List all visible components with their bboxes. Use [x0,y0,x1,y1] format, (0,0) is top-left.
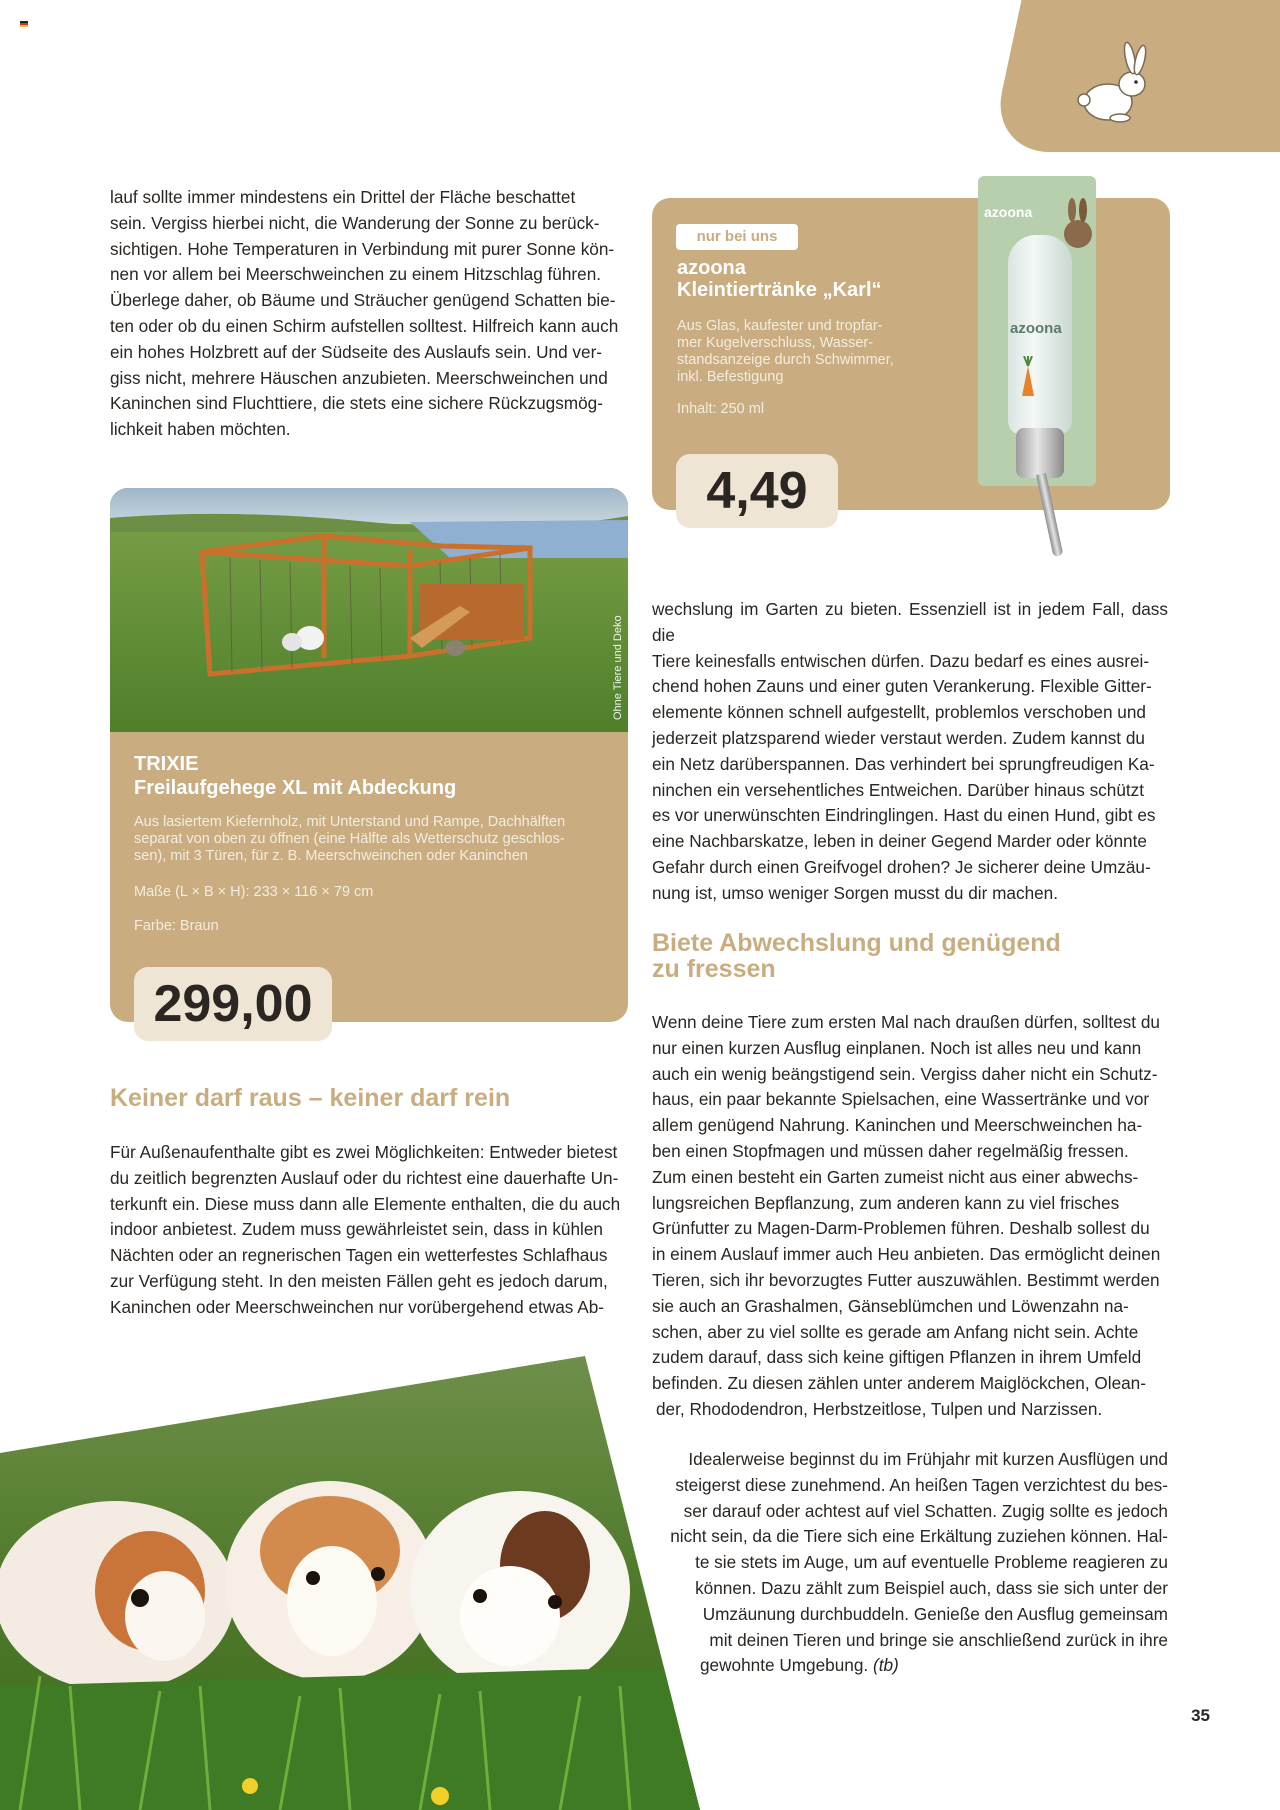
language-flag-icon [20,21,28,27]
page-number: 35 [1191,1706,1210,1725]
text-line: ben einen Stopfmagen und müssen daher regelmäßig fressen. [652,1140,1129,1161]
product-karl-description [677,318,937,386]
text-line: Für Außenaufenthalte gibt es zwei Möglichkeiten: Entweder bietest [110,1142,618,1162]
food-paragraph [652,1010,1168,1423]
product-trixie-brand: TRIXIE [134,753,199,775]
text-line: Zum einen besteht ein Garten zumeist nicht aus einer abwechs- [652,1166,1139,1187]
text-line: giss nicht, mehrere Häuschen anzubieten. Meerschweinchen und [110,367,608,388]
text-line: ser darauf oder achtest auf viel Schatten. Zugig sollte es jedoch [683,1500,1168,1521]
text-line [640,1653,1168,1679]
exclusive-badge: nur bei uns [676,224,798,250]
text-line: lungsreichen Bepflanzung, zum anderen kann zu viel frisches [652,1192,1120,1213]
text-line: sie auch an Grashalmen, Gänseblümchen und Löwenzahn na- [652,1295,1129,1316]
description-line: inkl. Befestigung [677,369,784,385]
product-trixie-price: 299,00 [134,967,332,1041]
text-line: sichtigen. Hohe Temperaturen in Verbindung mit purer Sonne kön- [110,238,615,259]
text-line: nen vor allem bei Meerschweinchen zu einem Hitzschlag führen. [110,264,602,285]
product-trixie-dimensions: Maße (L × B × H): 233 × 116 × 79 cm [134,884,374,900]
product-karl-price: 4,49 [676,454,838,528]
bottle-cap-image [1016,428,1064,478]
text-line: Gefahr durch einen Greifvogel drohen? Je sicherer deine Umzäu- [652,856,1151,877]
product-karl-content: Inhalt: 250 ml [677,401,765,417]
section-heading-food [652,930,1168,982]
text-line: können. Dazu zählt zum Beispiel auch, dass sie sich unter der [695,1577,1168,1598]
text-line: Kaninchen oder Meerschweinchen nur vorübergehend etwas Ab- [110,1296,604,1317]
text-line: Grünfutter zu Magen-Darm-Problemen führen. Deshalb sollest du [652,1218,1150,1239]
bottle-brand-label: azoona [1010,320,1062,337]
text-line: Umzäunung durchbuddeln. Genieße den Ausflug gemeinsam [702,1603,1168,1624]
guinea-pigs-photo [0,1356,700,1810]
text-line: zudem darauf, dass sich keine giftigen Pflanzen in ihrem Umfeld [652,1347,1142,1368]
section-heading-escape: Keiner darf raus – keiner darf rein [110,1084,511,1112]
text-line: ein hohes Holzbrett auf der Südseite des Auslaufs sein. Und ver- [110,341,603,362]
photo-credit: Ohne Tiere und Deko [612,615,624,720]
text-line: indoor anbietest. Zudem muss gewährleistet sein, dass in kühlen [110,1219,603,1240]
text-line: ein Netz darüberspannen. Das verhindert bei sprungfreudigen Ka- [652,753,1155,774]
text-line: in einem Auslauf immer auch Heu anbieten. Das ermöglicht deinen [652,1244,1161,1265]
text-line: ninchen ein versehentliches Entweichen. Darüber hinaus schützt [652,779,1145,800]
closing-paragraph [640,1447,1168,1679]
closing-last-line: gewohnte Umgebung. [700,1655,869,1676]
text-line: lichkeit haben möchten. [110,419,291,440]
heading-line: zu fressen [652,955,776,983]
text-line: terkunft ein. Diese muss dann alle Elemente enthalten, die du auch [110,1193,621,1214]
text-line: wechslung im Garten zu bieten. Essenziell ist in jedem Fall, dass die [652,599,1168,645]
text-line: Tieren, sich ihr bevorzugtes Futter auszuwählen. Bestimmt werden [652,1269,1160,1290]
carrot-float-icon [1018,356,1038,400]
product-karl-brand: azoona [677,257,746,279]
text-line: mit deinen Tieren und bringe sie anschließend zurück in ihre [709,1629,1168,1650]
text-line: Überlege daher, ob Bäume und Sträucher genügend Schatten bie- [110,290,616,311]
description-line: Aus Glas, kaufester und tropfar- [677,318,883,334]
text-line: nicht sein, da die Tiere sich eine Erkältung zuziehen können. Hal- [670,1526,1168,1547]
description-line: Aus lasiertem Kiefernholz, mit Unterstand und Rampe, Dachhälften [134,814,566,830]
description-line: mer Kugelverschluss, Wasser- [677,335,874,351]
text-line: jederzeit platzsparend wieder verstaut werden. Zudem kannst du [652,727,1145,748]
text-line: du zeitlich begrenzten Auslauf oder du richtest eine dauerhafte Un- [110,1167,619,1188]
product-karl-name: Kleintiertränke „Karl“ [677,279,882,301]
text-line: schen, aber zu viel sollte es gerade am Anfang nicht sein. Achte [652,1321,1139,1342]
text-line: Wenn deine Tiere zum ersten Mal nach draußen dürfen, solltest du [652,1012,1160,1032]
text-line: sein. Vergiss hierbei nicht, die Wanderung der Sonne zu berück- [110,212,600,233]
package-brand-label: azoona [984,204,1033,220]
text-line: te sie stets im Auge, um auf eventuelle Probleme reagieren zu [695,1552,1168,1573]
text-line: steigerst diese zunehmend. An heißen Tagen verzichtest du bes- [675,1474,1168,1495]
text-line: der, Rhododendron, Herbstzeitlose, Tulpen und Narzissen. [656,1398,1103,1419]
text-line: nur einen kurzen Ausflug einplanen. Noch ist alles neu und kann [652,1037,1142,1058]
text-line: auch ein wenig beängstigend sein. Vergiss daher nicht ein Schutz- [652,1063,1158,1084]
text-line: Tiere keinesfalls entwischen dürfen. Dazu bedarf es eines ausrei- [652,650,1150,671]
text-line: allem genügend Nahrung. Kaninchen und Meerschweinchen ha- [652,1115,1143,1136]
description-line: sen), mit 3 Türen, für z. B. Meerschweinchen oder Kaninchen [134,848,528,864]
intro-paragraph [110,185,628,443]
text-line: elemente können schnell aufgestellt, problemlos verschoben und [652,702,1146,723]
text-line: zur Verfügung steht. In den meisten Fällen geht es jedoch darum, [110,1270,608,1291]
description-line: standsanzeige durch Schwimmer, [677,352,894,368]
product-trixie-color: Farbe: Braun [134,918,219,934]
text-line: eine Nachbarskatze, leben in deiner Gegend Marder oder könnte [652,831,1147,852]
enclosure-photo [110,488,628,732]
text-line: Nächten oder an regnerischen Tagen ein wetterfestes Schlafhaus [110,1245,608,1266]
text-line: lauf sollte immer mindestens ein Drittel der Fläche beschattet [110,187,576,207]
text-line: Idealerweise beginnst du im Frühjahr mit kurzen Ausflügen und [688,1449,1168,1469]
text-line: chend hohen Zauns und einer guten Verankerung. Flexible Gitter- [652,676,1152,697]
text-line: Kaninchen sind Fluchttiere, die stets eine sichere Rückzugsmög- [110,393,603,414]
product-trixie-description [134,814,604,865]
heading-line: Biete Abwechslung und genügend [652,929,1061,957]
text-line: ten oder ob du einen Schirm aufstellen solltest. Hilfreich kann auch [110,315,619,336]
author-initials: (tb) [872,1655,899,1676]
text-line: haus, ein paar bekannte Spielsachen, eine Wassertränke und vor [652,1089,1150,1110]
rabbit-photo-icon [1060,196,1096,252]
text-line: befinden. Zu diesen zählen unter anderem Maiglöckchen, Olean- [652,1373,1146,1394]
product-trixie-name: Freilaufgehege XL mit Abdeckung [134,777,457,799]
escape-paragraph [110,1140,628,1321]
description-line: separat von oben zu öffnen (eine Hälfte als Wetterschutz geschlos- [134,831,565,847]
rabbit-icon [1070,40,1160,130]
text-line: nung ist, umso weniger Sorgen musst du dir machen. [652,882,1059,903]
text-line: es vor unerwünschten Eindringlingen. Hast du einen Hund, gibt es [652,805,1156,826]
continuation-paragraph [652,597,1168,907]
